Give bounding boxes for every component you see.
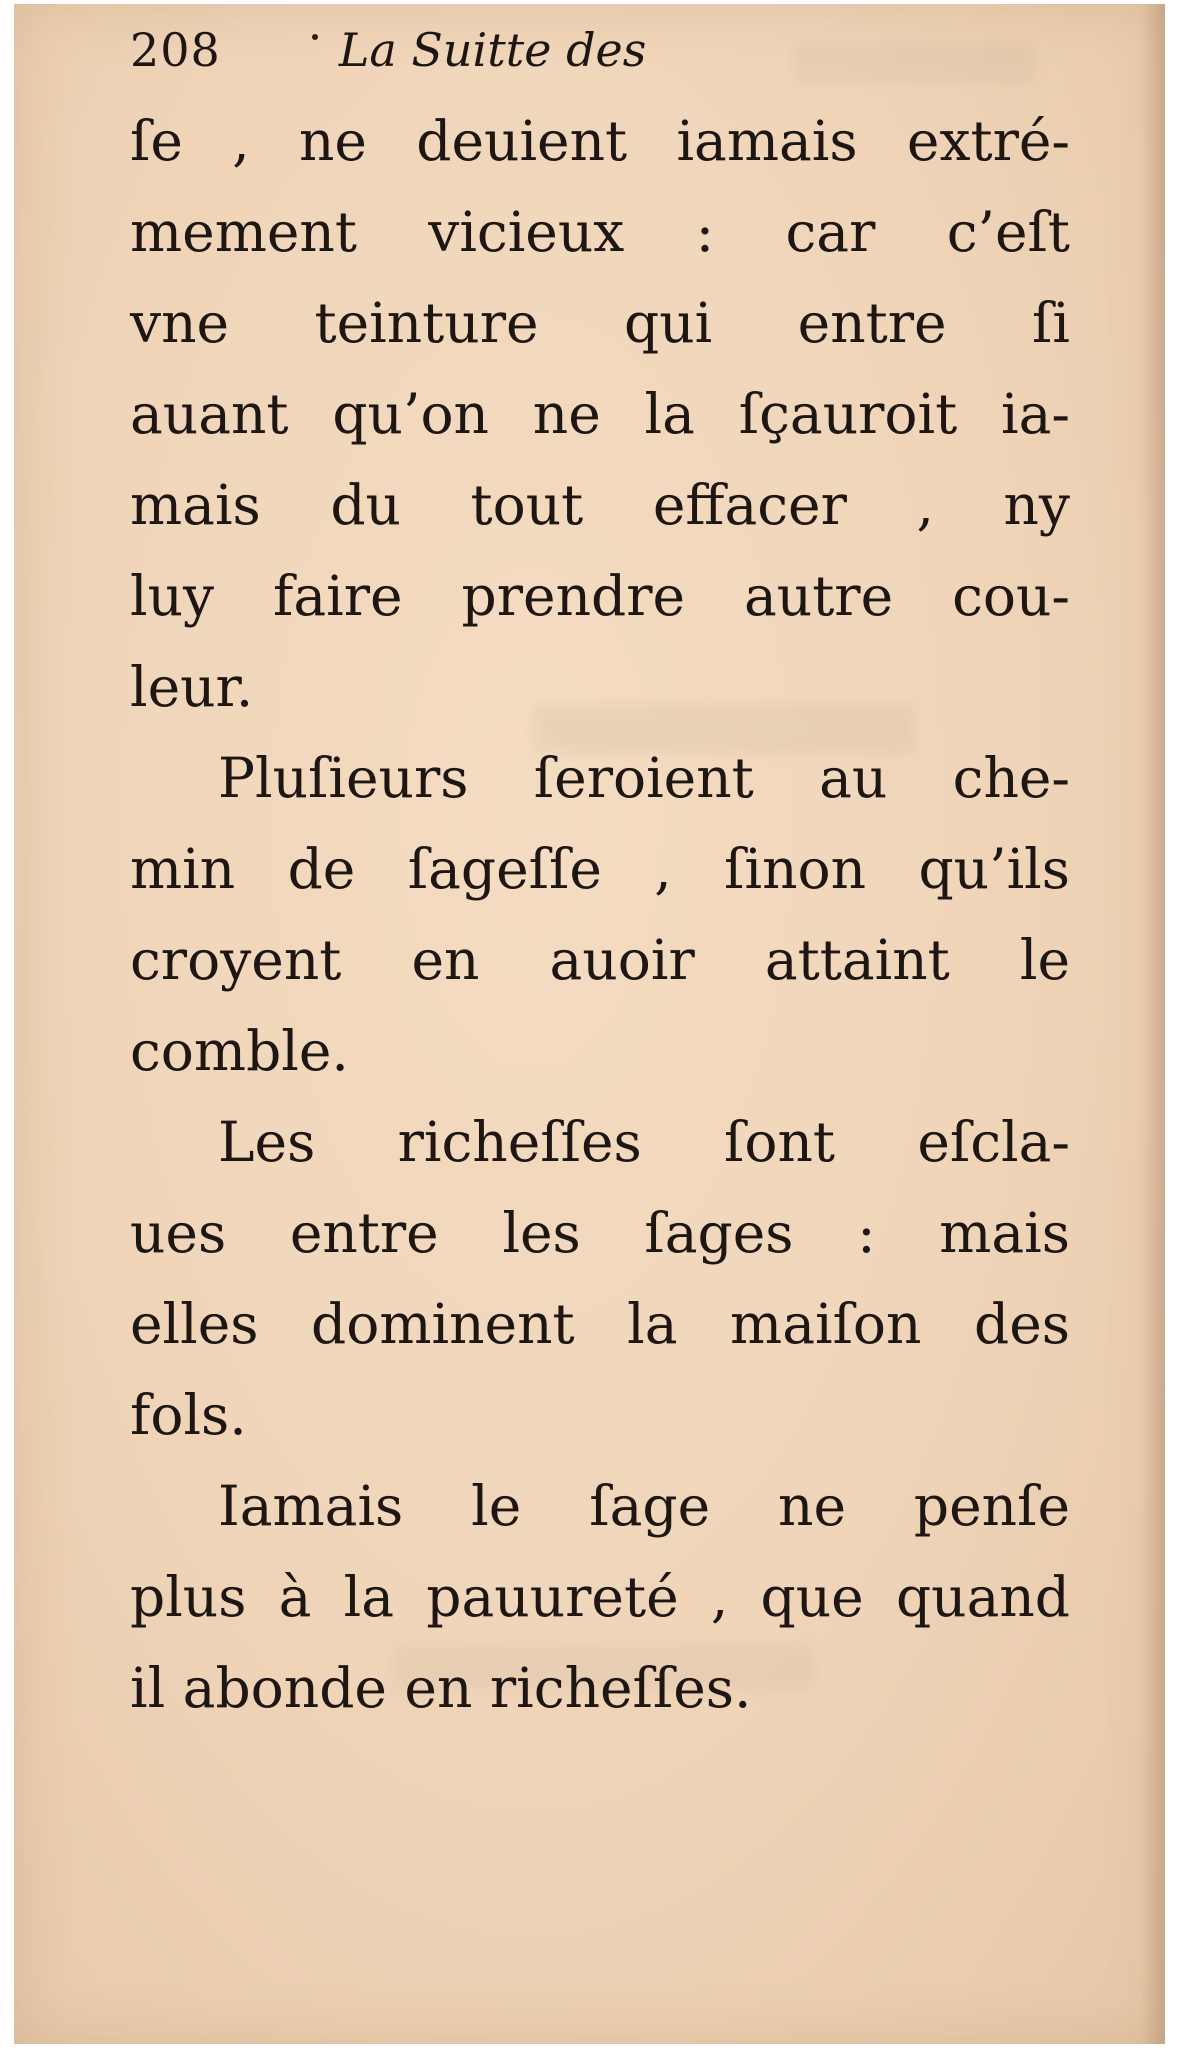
book-page (14, 4, 1165, 2044)
text-line: comble. (130, 1019, 349, 1083)
text-line: Pluſieurs ſeroient au che- (218, 746, 1070, 810)
paragraph-4 (130, 1461, 1070, 1734)
text-line: auant qu’on ne la ſçauroit ia- (130, 382, 1070, 446)
paragraph-3 (130, 1097, 1070, 1461)
text-line: fols. (130, 1383, 247, 1447)
page-header (130, 18, 646, 82)
body-text (130, 96, 1070, 1734)
text-line: vne teinture qui entre ſi (130, 291, 1070, 355)
text-line: leur. (130, 655, 254, 719)
text-line: Les richeſſes ſont eſcla- (218, 1110, 1070, 1174)
text-line: Iamais le ſage ne penſe (218, 1474, 1070, 1538)
text-line: mement vicieux : car c’eſt (130, 200, 1070, 264)
running-title: La Suitte des (338, 23, 647, 77)
paragraph-2 (130, 733, 1070, 1097)
text-line: mais du tout effacer , ny (130, 473, 1070, 537)
printer-dot-mark (312, 34, 318, 40)
text-line: elles dominent la maiſon des (130, 1292, 1070, 1356)
page-number: 208 (130, 23, 221, 77)
text-line: luy faire prendre autre cou- (130, 564, 1070, 628)
text-line: il abonde en richeſſes. (130, 1656, 752, 1720)
text-line: ues entre les ſages : mais (130, 1201, 1070, 1265)
text-line: croyent en auoir attaint le (130, 928, 1070, 992)
paragraph-1 (130, 96, 1070, 733)
text-line: min de ſageſſe , ſinon qu’ils (130, 837, 1070, 901)
page-edge-shadow (1141, 4, 1165, 2044)
show-through-smudge (794, 44, 1034, 84)
text-line: ſe , ne deuient iamais extré- (130, 109, 1070, 173)
text-line: plus à la pauureté , que quand (130, 1565, 1070, 1629)
